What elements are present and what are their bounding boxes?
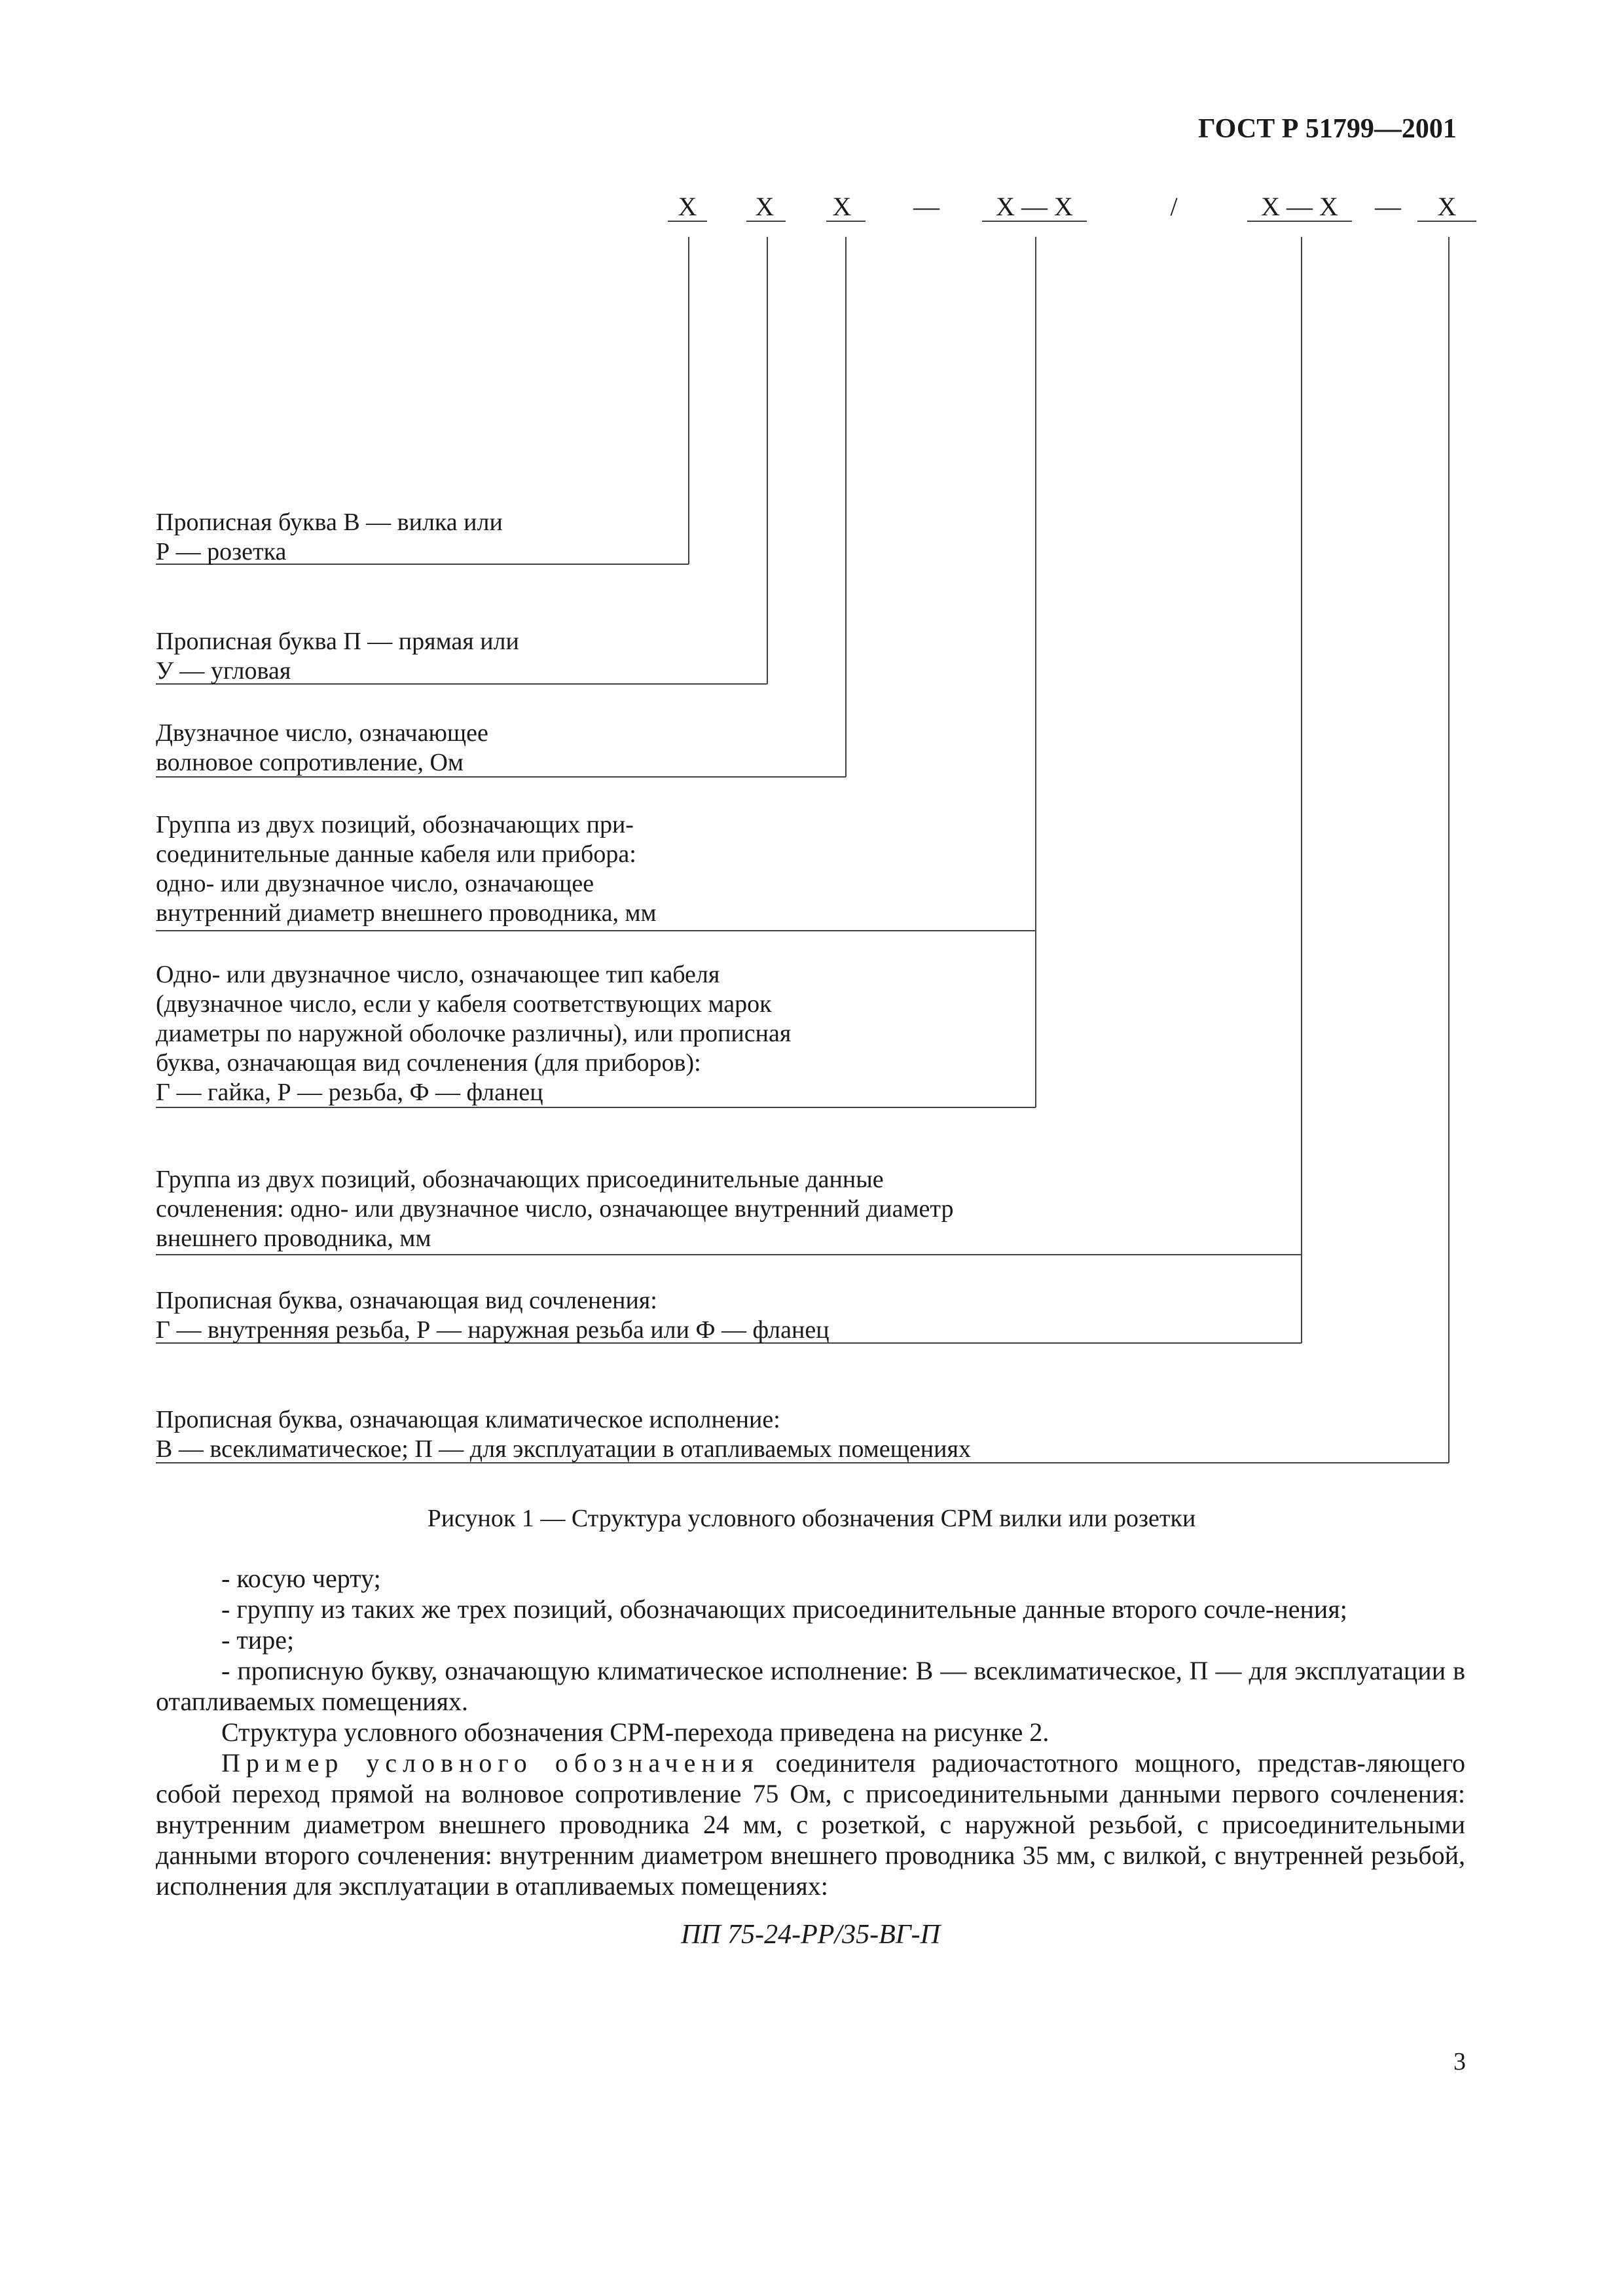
list-item: - группу из таких же трех позиций, обозначающих присоединительные данные второго сочле-нения; bbox=[221, 1594, 1347, 1624]
desc-cable-type: Одно- или двузначное число, означающее тип кабеля (двузначное число, если у кабеля соответствующих марок диаметры по наружной оболочке различны), или прописная буква, означающая вид сочленения (для приборов): Г — гайка, Р — резьба, Ф — фланец bbox=[156, 961, 792, 1106]
example-paragraph bbox=[156, 1748, 1465, 1901]
page-number: 3 bbox=[1453, 2048, 1466, 2075]
desc-connector-type: Прописная буква В — вилка или Р — розетка bbox=[156, 509, 503, 565]
body-text bbox=[156, 1563, 1465, 1950]
document-header: ГОСТ Р 51799—2001 bbox=[1198, 114, 1457, 144]
desc-impedance: Двузначное число, означающее волновое сопротивление, Ом bbox=[156, 719, 488, 776]
example-code: ПП 75-24-РР/35-ВГ-П bbox=[681, 1920, 940, 1950]
desc-climatic: Прописная буква, означающая климатическое исполнение: В — всеклиматическое; П — для эксплуатации в отапливаемых помещениях bbox=[156, 1406, 971, 1463]
code-pos-1: X bbox=[678, 192, 697, 221]
desc-shape: Прописная буква П — прямая или У — угловая bbox=[156, 628, 519, 685]
code-pos-2: X bbox=[755, 192, 775, 221]
code-dash-1: — bbox=[913, 192, 939, 221]
list-item: - тире; bbox=[221, 1625, 295, 1655]
list-item: - прописную букву, означающую климатическое исполнение: В — всеклиматическое, П — для эксплуатации в отапливаемых помещениях. bbox=[156, 1656, 1465, 1716]
code-pos-3: X bbox=[832, 192, 852, 221]
example-text: соединителя радиочастотного мощного, представ-ляющего собой переход прямой на волновое сопротивление 75 Ом, с присоединительными данными первого сочленения: внутренним диаметром внешнего проводника 24 мм, с розеткой, с наружной резьбой, с присоединительными данными второго сочленения: внутренним диаметром внешнего проводника 35 мм, с вилкой, с внутренней резьбой, исполнения для эксплуатации в отапливаемых помещениях: bbox=[156, 1748, 1465, 1901]
code-pos-6-7: X — X bbox=[1261, 192, 1338, 221]
structure-reference: Структура условного обозначения СРМ-перехода приведена на рисунке 2. bbox=[221, 1717, 1049, 1747]
list-item: - косую черту; bbox=[221, 1564, 381, 1593]
desc-mating-type: Прописная буква, означающая вид сочленения: Г — внутренняя резьба, Р — наружная резьба или Ф — фланец bbox=[156, 1287, 830, 1344]
figure-caption: Рисунок 1 — Структура условного обозначения СРМ вилки или розетки bbox=[427, 1505, 1196, 1532]
code-pos-8: X bbox=[1437, 192, 1457, 221]
desc-second-connection: Группа из двух позиций, обозначающих присоединительные данные сочленения: одно- или двузначное число, означающее внутренний диаметр внешнего проводника, мм bbox=[156, 1166, 954, 1252]
example-label: Пример условного обозначения bbox=[221, 1748, 759, 1778]
code-dash-2: — bbox=[1375, 192, 1401, 221]
desc-connection-data: Группа из двух позиций, обозначающих при- соединительные данные кабеля или прибора: одно- или двузначное число, означающее внутренний диаметр внешнего проводника, мм bbox=[156, 811, 657, 927]
code-pos-4-5: X — X bbox=[996, 192, 1073, 221]
code-slash: / bbox=[1170, 192, 1178, 221]
